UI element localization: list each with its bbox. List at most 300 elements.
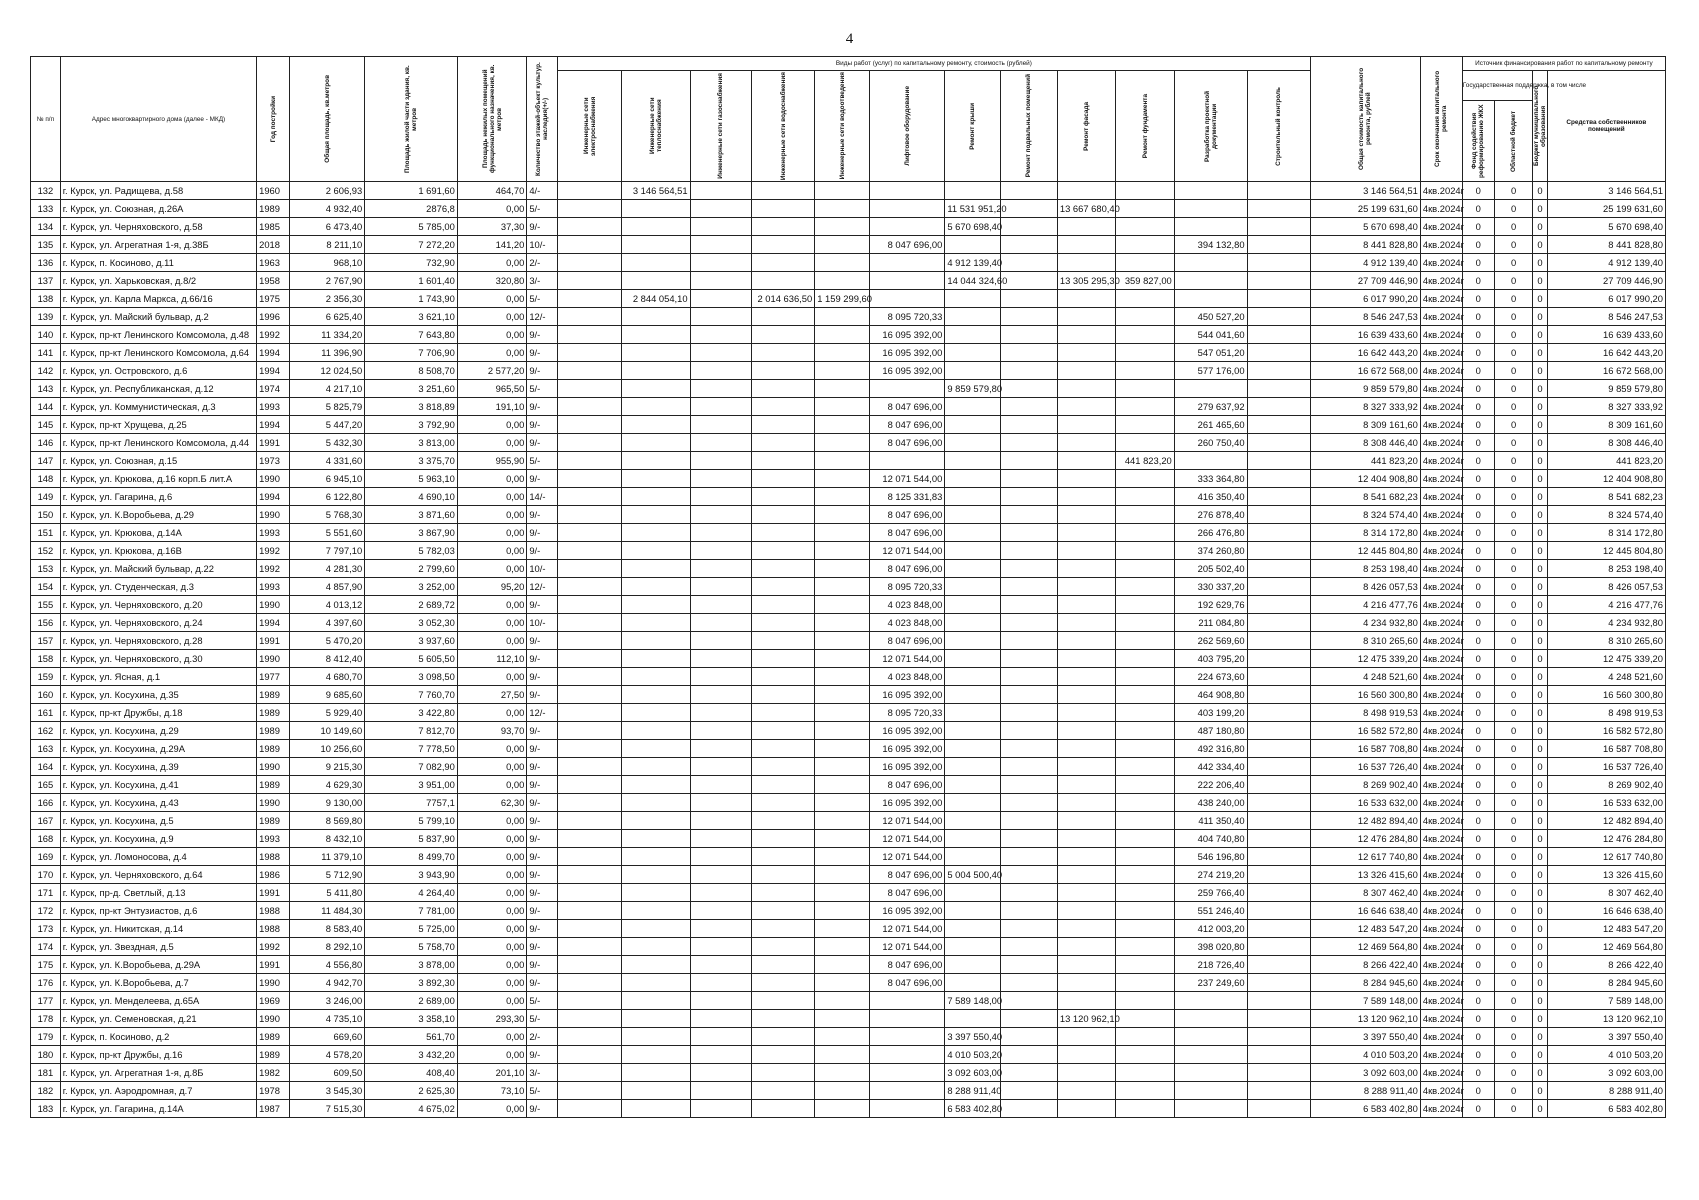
row-living-area: 5 837,90: [365, 830, 458, 848]
row-heat: [622, 776, 690, 794]
row-lift: 8 095 720,33: [870, 704, 945, 722]
row-floors: 5/-: [527, 380, 558, 398]
row-heat: [622, 344, 690, 362]
row-total-area: 609,50: [290, 1064, 365, 1082]
row-gas: [690, 308, 752, 326]
row-regional: 0: [1494, 182, 1533, 200]
row-deadline: 4кв.2024г: [1420, 812, 1462, 830]
table-row: [31, 326, 1666, 344]
row-design: 464 908,80: [1174, 686, 1247, 704]
row-foundation: [1116, 236, 1174, 254]
row-lift: [870, 254, 945, 272]
row-gas: [690, 416, 752, 434]
row-nonliving-area: 0,00: [457, 416, 526, 434]
row-gas: [690, 992, 752, 1010]
row-floors: 9/-: [527, 776, 558, 794]
table-row: [31, 1100, 1666, 1118]
row-design: 260 750,40: [1174, 434, 1247, 452]
row-regional: 0: [1494, 452, 1533, 470]
table-row: [31, 650, 1666, 668]
row-regional: 0: [1494, 956, 1533, 974]
row-number: 168: [31, 830, 61, 848]
row-water: [752, 344, 815, 362]
row-control: [1247, 254, 1310, 272]
row-year: 1990: [257, 1010, 290, 1028]
row-year: 1988: [257, 920, 290, 938]
row-nonliving-area: 0,00: [457, 758, 526, 776]
row-heat: [622, 200, 690, 218]
row-number: 155: [31, 596, 61, 614]
row-lift: [870, 182, 945, 200]
row-floors: 12/-: [527, 308, 558, 326]
row-deadline: 4кв.2024г: [1420, 866, 1462, 884]
row-design: [1174, 992, 1247, 1010]
row-foundation: 359 827,00: [1116, 272, 1174, 290]
row-total-cost: 16 672 568,00: [1310, 362, 1420, 380]
row-living-area: 4 264,40: [365, 884, 458, 902]
table-row: [31, 1028, 1666, 1046]
table-row: [31, 812, 1666, 830]
row-sewer: [815, 1064, 870, 1082]
row-municipal: 0: [1533, 794, 1547, 812]
row-design: [1174, 290, 1247, 308]
row-floors: 9/-: [527, 758, 558, 776]
row-deadline: 4кв.2024г: [1420, 902, 1462, 920]
row-living-area: 2 689,72: [365, 596, 458, 614]
row-municipal: 0: [1533, 830, 1547, 848]
row-fund: 0: [1462, 1028, 1494, 1046]
row-lift: 12 071 544,00: [870, 542, 945, 560]
row-roof: [945, 344, 1000, 362]
row-total-cost: 5 670 698,40: [1310, 218, 1420, 236]
row-gas: [690, 380, 752, 398]
row-foundation: [1116, 794, 1174, 812]
row-regional: 0: [1494, 1028, 1533, 1046]
row-total-cost: 13 326 415,60: [1310, 866, 1420, 884]
row-gas: [690, 398, 752, 416]
row-control: [1247, 578, 1310, 596]
row-municipal: 0: [1533, 1010, 1547, 1028]
row-year: 1990: [257, 974, 290, 992]
row-sewer: [815, 344, 870, 362]
row-water: [752, 1100, 815, 1118]
row-deadline: 4кв.2024г: [1420, 686, 1462, 704]
row-foundation: 441 823,20: [1116, 452, 1174, 470]
row-number: 173: [31, 920, 61, 938]
row-floors: 9/-: [527, 218, 558, 236]
row-regional: 0: [1494, 866, 1533, 884]
row-number: 148: [31, 470, 61, 488]
row-nonliving-area: 0,00: [457, 920, 526, 938]
header-address: Адрес многоквартирного дома (далее - МКД): [60, 57, 256, 182]
row-municipal: 0: [1533, 254, 1547, 272]
row-owners: 25 199 631,60: [1547, 200, 1665, 218]
header-owners: Средства собственников помещений: [1547, 71, 1665, 182]
row-fund: 0: [1462, 1046, 1494, 1064]
row-floors: 9/-: [527, 650, 558, 668]
row-lift: 12 071 544,00: [870, 848, 945, 866]
row-floors: 9/-: [527, 668, 558, 686]
row-year: 1994: [257, 416, 290, 434]
row-sewer: [815, 524, 870, 542]
row-facade: [1057, 1064, 1115, 1082]
row-living-area: 3 375,70: [365, 452, 458, 470]
row-living-area: 2 625,30: [365, 1082, 458, 1100]
row-gas: [690, 650, 752, 668]
row-living-area: 7 760,70: [365, 686, 458, 704]
row-facade: [1057, 650, 1115, 668]
row-design: 394 132,80: [1174, 236, 1247, 254]
row-floors: 9/-: [527, 470, 558, 488]
row-design: 192 629,76: [1174, 596, 1247, 614]
row-fund: 0: [1462, 596, 1494, 614]
row-roof: [945, 794, 1000, 812]
row-year: 1989: [257, 200, 290, 218]
row-lift: 8 047 696,00: [870, 524, 945, 542]
row-nonliving-area: 0,00: [457, 614, 526, 632]
row-nonliving-area: 0,00: [457, 1100, 526, 1118]
row-facade: [1057, 794, 1115, 812]
row-electro: [558, 200, 622, 218]
row-address: г. Курск, ул. Майский бульвар, д.22: [60, 560, 256, 578]
row-foundation: [1116, 758, 1174, 776]
row-heat: [622, 560, 690, 578]
row-owners: 6 017 990,20: [1547, 290, 1665, 308]
row-control: [1247, 920, 1310, 938]
row-sewer: [815, 848, 870, 866]
row-floors: 9/-: [527, 596, 558, 614]
row-deadline: 4кв.2024г: [1420, 920, 1462, 938]
row-owners: 12 404 908,80: [1547, 470, 1665, 488]
row-gas: [690, 758, 752, 776]
row-facade: [1057, 632, 1115, 650]
row-owners: 8 546 247,53: [1547, 308, 1665, 326]
row-address: г. Курск, ул. Черняховского, д.30: [60, 650, 256, 668]
row-nonliving-area: 0,00: [457, 740, 526, 758]
row-basement: [1000, 866, 1057, 884]
row-control: [1247, 848, 1310, 866]
row-floors: 2/-: [527, 1028, 558, 1046]
row-address: г. Курск, пр-кт Ленинского Комсомола, д.64: [60, 344, 256, 362]
row-nonliving-area: 201,10: [457, 1064, 526, 1082]
row-foundation: [1116, 488, 1174, 506]
row-nonliving-area: 293,30: [457, 1010, 526, 1028]
row-facade: [1057, 722, 1115, 740]
row-heat: [622, 1064, 690, 1082]
row-municipal: 0: [1533, 1082, 1547, 1100]
row-facade: [1057, 434, 1115, 452]
row-control: [1247, 182, 1310, 200]
row-total-area: 4 556,80: [290, 956, 365, 974]
table-row: [31, 488, 1666, 506]
row-floors: 10/-: [527, 614, 558, 632]
table-row: [31, 254, 1666, 272]
table-row: [31, 506, 1666, 524]
row-electro: [558, 506, 622, 524]
row-nonliving-area: 141,20: [457, 236, 526, 254]
row-facade: [1057, 884, 1115, 902]
row-roof: [945, 740, 1000, 758]
row-year: 1992: [257, 542, 290, 560]
row-number: 182: [31, 1082, 61, 1100]
row-municipal: 0: [1533, 236, 1547, 254]
row-year: 1985: [257, 218, 290, 236]
row-gas: [690, 974, 752, 992]
row-living-area: 3 358,10: [365, 1010, 458, 1028]
row-floors: 9/-: [527, 344, 558, 362]
row-regional: 0: [1494, 218, 1533, 236]
row-number: 181: [31, 1064, 61, 1082]
row-facade: [1057, 812, 1115, 830]
row-fund: 0: [1462, 236, 1494, 254]
row-basement: [1000, 776, 1057, 794]
row-floors: 9/-: [527, 416, 558, 434]
row-owners: 8 327 333,92: [1547, 398, 1665, 416]
row-control: [1247, 812, 1310, 830]
header-state-support: Государственная поддержка, в том числе: [1462, 71, 1533, 101]
row-roof: [945, 506, 1000, 524]
row-number: 149: [31, 488, 61, 506]
row-lift: 12 071 544,00: [870, 812, 945, 830]
row-municipal: 0: [1533, 938, 1547, 956]
row-electro: [558, 812, 622, 830]
row-fund: 0: [1462, 776, 1494, 794]
row-floors: 10/-: [527, 236, 558, 254]
table-row: [31, 182, 1666, 200]
row-electro: [558, 560, 622, 578]
row-living-area: 3 432,20: [365, 1046, 458, 1064]
table-row: [31, 236, 1666, 254]
row-roof: [945, 668, 1000, 686]
header-electro: Инженерные сети электроснабжения: [558, 71, 622, 182]
row-roof: [945, 956, 1000, 974]
row-living-area: 7 781,00: [365, 902, 458, 920]
row-owners: 12 482 894,40: [1547, 812, 1665, 830]
row-deadline: 4кв.2024г: [1420, 632, 1462, 650]
row-number: 179: [31, 1028, 61, 1046]
row-total-cost: 4 010 503,20: [1310, 1046, 1420, 1064]
row-control: [1247, 1046, 1310, 1064]
row-electro: [558, 578, 622, 596]
table-body: [31, 182, 1666, 1118]
row-owners: 8 284 945,60: [1547, 974, 1665, 992]
row-sewer: [815, 1046, 870, 1064]
row-heat: [622, 812, 690, 830]
row-heat: [622, 488, 690, 506]
row-municipal: 0: [1533, 848, 1547, 866]
row-foundation: [1116, 560, 1174, 578]
row-facade: [1057, 1082, 1115, 1100]
row-owners: 4 216 477,76: [1547, 596, 1665, 614]
row-roof: 11 531 951,20: [945, 200, 1000, 218]
row-roof: [945, 524, 1000, 542]
row-facade: [1057, 362, 1115, 380]
row-basement: [1000, 614, 1057, 632]
row-regional: 0: [1494, 380, 1533, 398]
row-basement: [1000, 884, 1057, 902]
row-facade: [1057, 596, 1115, 614]
row-number: 167: [31, 812, 61, 830]
row-floors: 9/-: [527, 830, 558, 848]
row-facade: [1057, 578, 1115, 596]
row-total-area: 4 857,90: [290, 578, 365, 596]
row-facade: [1057, 920, 1115, 938]
row-address: г. Курск, ул. Черняховского, д.28: [60, 632, 256, 650]
row-water: [752, 920, 815, 938]
row-municipal: 0: [1533, 344, 1547, 362]
row-roof: [945, 578, 1000, 596]
row-design: 262 569,60: [1174, 632, 1247, 650]
row-total-cost: 12 445 804,80: [1310, 542, 1420, 560]
row-foundation: [1116, 1028, 1174, 1046]
row-number: 175: [31, 956, 61, 974]
row-owners: 3 397 550,40: [1547, 1028, 1665, 1046]
row-heat: [622, 1010, 690, 1028]
row-total-area: 8 292,10: [290, 938, 365, 956]
table-row: [31, 992, 1666, 1010]
row-gas: [690, 596, 752, 614]
row-design: 546 196,80: [1174, 848, 1247, 866]
row-foundation: [1116, 596, 1174, 614]
row-deadline: 4кв.2024г: [1420, 668, 1462, 686]
row-living-area: 732,90: [365, 254, 458, 272]
row-nonliving-area: 0,00: [457, 488, 526, 506]
row-foundation: [1116, 614, 1174, 632]
row-owners: 8 269 902,40: [1547, 776, 1665, 794]
row-sewer: [815, 740, 870, 758]
row-water: [752, 848, 815, 866]
row-gas: [690, 344, 752, 362]
row-total-cost: 8 266 422,40: [1310, 956, 1420, 974]
row-design: 412 003,20: [1174, 920, 1247, 938]
row-sewer: [815, 542, 870, 560]
table-row: [31, 920, 1666, 938]
row-year: 1990: [257, 650, 290, 668]
row-control: [1247, 794, 1310, 812]
row-basement: [1000, 524, 1057, 542]
row-nonliving-area: 0,00: [457, 434, 526, 452]
table-row: [31, 452, 1666, 470]
row-total-area: 10 256,60: [290, 740, 365, 758]
row-fund: 0: [1462, 308, 1494, 326]
row-basement: [1000, 308, 1057, 326]
row-address: г. Курск, ул. Менделеева, д.65А: [60, 992, 256, 1010]
row-deadline: 4кв.2024г: [1420, 884, 1462, 902]
row-deadline: 4кв.2024г: [1420, 794, 1462, 812]
row-floors: 9/-: [527, 902, 558, 920]
row-number: 159: [31, 668, 61, 686]
row-owners: 16 646 638,40: [1547, 902, 1665, 920]
row-total-cost: 16 646 638,40: [1310, 902, 1420, 920]
row-municipal: 0: [1533, 776, 1547, 794]
row-roof: [945, 542, 1000, 560]
row-basement: [1000, 254, 1057, 272]
row-regional: 0: [1494, 614, 1533, 632]
row-living-area: 408,40: [365, 1064, 458, 1082]
row-living-area: 3 052,30: [365, 614, 458, 632]
row-deadline: 4кв.2024г: [1420, 362, 1462, 380]
header-heat: Инженерные сети теплоснабжения: [622, 71, 690, 182]
row-electro: [558, 704, 622, 722]
row-deadline: 4кв.2024г: [1420, 416, 1462, 434]
row-lift: 16 095 392,00: [870, 758, 945, 776]
row-municipal: 0: [1533, 866, 1547, 884]
row-design: 211 084,80: [1174, 614, 1247, 632]
row-fund: 0: [1462, 272, 1494, 290]
row-number: 172: [31, 902, 61, 920]
row-nonliving-area: 0,00: [457, 506, 526, 524]
row-heat: [622, 992, 690, 1010]
row-lift: [870, 992, 945, 1010]
row-owners: 12 617 740,80: [1547, 848, 1665, 866]
row-control: [1247, 1028, 1310, 1046]
row-fund: 0: [1462, 650, 1494, 668]
row-electro: [558, 614, 622, 632]
row-lift: 8 047 696,00: [870, 776, 945, 794]
row-sewer: [815, 632, 870, 650]
row-sewer: [815, 1028, 870, 1046]
row-lift: 16 095 392,00: [870, 722, 945, 740]
row-living-area: 7757,1: [365, 794, 458, 812]
row-heat: [622, 524, 690, 542]
row-total-area: 3 246,00: [290, 992, 365, 1010]
row-regional: 0: [1494, 470, 1533, 488]
row-electro: [558, 722, 622, 740]
row-owners: 3 092 603,00: [1547, 1064, 1665, 1082]
row-year: 1974: [257, 380, 290, 398]
row-heat: [622, 758, 690, 776]
row-facade: [1057, 488, 1115, 506]
row-nonliving-area: 0,00: [457, 866, 526, 884]
row-heat: [622, 380, 690, 398]
row-deadline: 4кв.2024г: [1420, 560, 1462, 578]
row-living-area: 8 508,70: [365, 362, 458, 380]
row-owners: 8 426 057,53: [1547, 578, 1665, 596]
row-foundation: [1116, 812, 1174, 830]
row-municipal: 0: [1533, 722, 1547, 740]
row-total-area: 4 680,70: [290, 668, 365, 686]
row-regional: 0: [1494, 938, 1533, 956]
row-facade: 13 120 962,10: [1057, 1010, 1115, 1028]
row-regional: 0: [1494, 974, 1533, 992]
row-heat: [622, 956, 690, 974]
row-deadline: 4кв.2024г: [1420, 704, 1462, 722]
row-number: 174: [31, 938, 61, 956]
row-design: 266 476,80: [1174, 524, 1247, 542]
row-control: [1247, 740, 1310, 758]
row-lift: [870, 1010, 945, 1028]
row-total-cost: 12 482 894,40: [1310, 812, 1420, 830]
row-lift: 8 047 696,00: [870, 866, 945, 884]
row-foundation: [1116, 1082, 1174, 1100]
table-row: [31, 1046, 1666, 1064]
row-owners: 8 324 574,40: [1547, 506, 1665, 524]
row-sewer: [815, 830, 870, 848]
row-control: [1247, 1082, 1310, 1100]
row-fund: 0: [1462, 794, 1494, 812]
table-row: [31, 578, 1666, 596]
row-number: 137: [31, 272, 61, 290]
row-nonliving-area: 95,20: [457, 578, 526, 596]
row-design: 416 350,40: [1174, 488, 1247, 506]
row-basement: [1000, 560, 1057, 578]
row-gas: [690, 452, 752, 470]
row-total-area: 6 122,80: [290, 488, 365, 506]
row-number: 151: [31, 524, 61, 542]
row-total-area: 9 215,30: [290, 758, 365, 776]
row-fund: 0: [1462, 668, 1494, 686]
row-foundation: [1116, 506, 1174, 524]
